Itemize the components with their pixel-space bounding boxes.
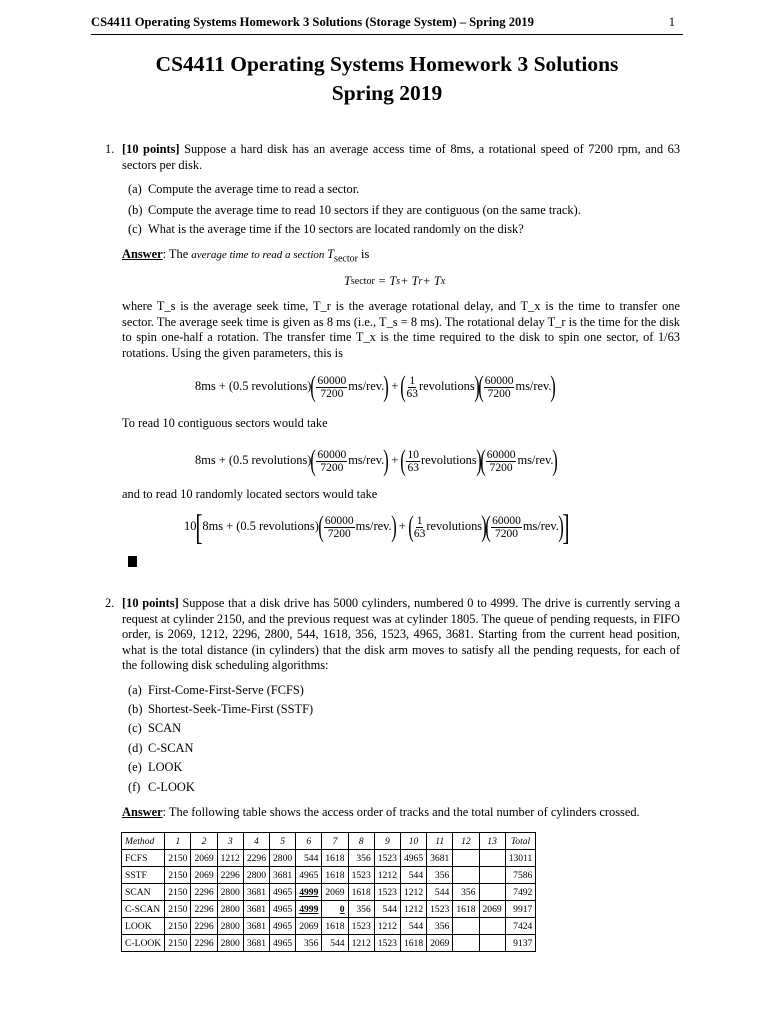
eq2-frac-num: 10 xyxy=(407,448,419,461)
formula-lhs-sub: sector xyxy=(350,276,375,287)
table-cell xyxy=(479,867,505,884)
table-cell: 4965 xyxy=(400,850,426,867)
table-cell: 4965 xyxy=(270,901,296,918)
subquestion-q2 xyxy=(128,702,678,718)
column-header: 9 xyxy=(374,833,400,850)
table-cell: 4965 xyxy=(296,867,322,884)
q1-text: Suppose a hard disk has an average access time of 8ms, a rotational speed of 7200 rpm, and 63 sectors per disk. xyxy=(122,142,681,172)
method-cell: SSTF xyxy=(122,867,165,884)
column-header: 7 xyxy=(322,833,348,850)
table-cell: 356 xyxy=(427,918,453,935)
table-cell: 2150 xyxy=(165,884,191,901)
q2-statement xyxy=(122,596,680,674)
table-cell: 2150 xyxy=(165,901,191,918)
table-cell: 2150 xyxy=(165,867,191,884)
eq1-frac-den: 63 xyxy=(406,387,418,400)
table-cell: 356 xyxy=(427,867,453,884)
total-cell: 9917 xyxy=(505,901,536,918)
eq3-den2: 7200 xyxy=(494,527,518,540)
eq1-den: 7200 xyxy=(320,387,344,400)
table-cell: 4999 xyxy=(296,884,322,901)
table-cell xyxy=(479,918,505,935)
eq1-plus: + xyxy=(391,379,399,394)
subquestion-q2 xyxy=(128,683,678,699)
eq3-frac-den: 63 xyxy=(413,527,426,540)
subquestion-q2 xyxy=(128,741,678,757)
table-cell: 1212 xyxy=(217,850,243,867)
table-cell: 2150 xyxy=(165,850,191,867)
formula-plus1: + T xyxy=(400,274,419,288)
table-row xyxy=(122,867,536,884)
table-cell: 2069 xyxy=(191,867,217,884)
table-cell: 2800 xyxy=(217,884,243,901)
formula-lhs: T xyxy=(344,274,351,288)
table-cell: 2296 xyxy=(191,884,217,901)
subquestion-text: LOOK xyxy=(148,760,183,774)
running-header xyxy=(91,15,681,31)
page-title: CS4411 Operating Systems Homework 3 Solutions xyxy=(155,52,619,76)
table-cell: 1212 xyxy=(400,901,426,918)
formula-tr: r xyxy=(418,276,423,287)
total-cell: 13011 xyxy=(505,850,536,867)
eq1-num: 60000 xyxy=(317,374,347,387)
eq1-frac-num: 1 xyxy=(409,374,416,387)
table-cell: 1523 xyxy=(348,867,374,884)
table-cell: 1523 xyxy=(374,850,400,867)
q2-answer xyxy=(122,805,680,821)
q1-answer-end: is xyxy=(357,247,370,261)
table-cell: 544 xyxy=(400,867,426,884)
equation-single-sector: 8ms + (0.5 revolutions) ( $\frac{60000}{7200}$ ms/rev. ) + ( $\frac{1}{63}$ revolutions ) ( $\frac{60000}{7200}$ ms/rev. ) xyxy=(195,370,557,403)
page-number: 1 xyxy=(668,15,675,29)
table-cell: 3681 xyxy=(427,850,453,867)
eq2-rev: revolutions xyxy=(420,453,477,468)
q1-answer-plain: : The xyxy=(162,247,192,261)
column-header: 12 xyxy=(453,833,479,850)
eq2-frac-den: 63 xyxy=(407,461,419,474)
q1-number: 1. xyxy=(105,142,115,156)
subquestion-text: First-Come-First-Serve (FCFS) xyxy=(148,683,304,697)
formula-plus2: + T xyxy=(422,274,441,288)
eq2-num2: 60000 xyxy=(486,448,516,461)
table-row xyxy=(122,918,536,935)
subquestion-label: (a) xyxy=(128,182,142,196)
table-cell: 2069 xyxy=(427,935,453,952)
qed-mark xyxy=(128,556,137,567)
table-cell: 1618 xyxy=(322,850,348,867)
table-cell: 4965 xyxy=(270,935,296,952)
table-cell: 1618 xyxy=(453,901,479,918)
running-title: CS4411 Operating Systems Homework 3 Solutions (Storage System) – Spring 2019 xyxy=(91,15,534,29)
column-header: 5 xyxy=(270,833,296,850)
eq2-unit2: ms/rev. xyxy=(517,453,554,468)
eq2-seek: 8ms + (0.5 revolutions) xyxy=(195,453,312,468)
q1-paragraph-1: where T_s is the average seek time, T_r is the average rotational delay, and T_x is the time to transfer one sector. The average seek time is given as 8 ms (i.e., T_s = 8 ms). The rotational delay T_r is the time for the disk to spin one-half a rotation. The transfer time T_x is the time required to the disk to spin one sector, of 1/63 rotations. Using the given parameters, this is xyxy=(122,299,680,360)
table-cell: 2296 xyxy=(243,850,269,867)
table-cell: 1212 xyxy=(374,918,400,935)
table-cell xyxy=(479,850,505,867)
column-header: 2 xyxy=(191,833,217,850)
q2-answer-text: : The following table shows the access order of tracks and the total number of cylinders crossed. xyxy=(162,805,640,819)
total-cell: 7492 xyxy=(505,884,536,901)
table-row xyxy=(122,884,536,901)
table-cell: 2800 xyxy=(217,901,243,918)
eq3-multiplier: 10 xyxy=(184,519,197,534)
table-cell: 1212 xyxy=(400,884,426,901)
table-cell: 1618 xyxy=(322,918,348,935)
table-cell: 3681 xyxy=(243,901,269,918)
column-header: 1 xyxy=(165,833,191,850)
method-cell: SCAN xyxy=(122,884,165,901)
subquestion-q2 xyxy=(128,721,678,737)
table-cell: 2296 xyxy=(191,918,217,935)
subquestion-text: Compute the average time to read a sector. xyxy=(148,182,360,196)
total-cell: 7586 xyxy=(505,867,536,884)
table-row xyxy=(122,901,536,918)
column-header: 11 xyxy=(427,833,453,850)
method-cell: C-LOOK xyxy=(122,935,165,952)
subquestion-label: (b) xyxy=(128,702,143,716)
table-cell: 356 xyxy=(296,935,322,952)
eq1-seek: 8ms + (0.5 revolutions) xyxy=(195,379,312,394)
table-cell xyxy=(479,935,505,952)
table-cell: 0 xyxy=(322,901,348,918)
column-header: 10 xyxy=(400,833,426,850)
q1-points: [10 points] xyxy=(122,142,180,156)
table-cell: 544 xyxy=(296,850,322,867)
subquestion-q1 xyxy=(128,203,678,219)
table-row xyxy=(122,935,536,952)
subquestion-label: (d) xyxy=(128,741,143,755)
eq3-rev: revolutions xyxy=(426,519,483,534)
table-cell: 2800 xyxy=(270,850,296,867)
table-cell: 2296 xyxy=(217,867,243,884)
subquestion-q2 xyxy=(128,780,678,796)
table-cell xyxy=(453,850,479,867)
table-cell: 4965 xyxy=(270,884,296,901)
column-header: 6 xyxy=(296,833,322,850)
eq3-frac-num: 1 xyxy=(416,514,423,527)
table-cell: 2150 xyxy=(165,935,191,952)
table-cell: 1618 xyxy=(348,884,374,901)
schedule-table xyxy=(121,832,536,952)
total-cell: 9137 xyxy=(505,935,536,952)
table-cell xyxy=(453,918,479,935)
header-rule xyxy=(91,34,683,35)
q1-answer-label: Answer xyxy=(122,247,163,261)
subquestion-text: Compute the average time to read 10 sectors if they are contiguous (on the same track). xyxy=(148,203,581,217)
q1-paragraph-3: and to read 10 randomly located sectors would take xyxy=(122,487,378,501)
page-subtitle: Spring 2019 xyxy=(331,81,443,105)
table-cell: 356 xyxy=(453,884,479,901)
eq3-den: 7200 xyxy=(327,527,351,540)
table-cell: 1523 xyxy=(427,901,453,918)
column-header: 4 xyxy=(243,833,269,850)
eq3-num: 60000 xyxy=(324,514,354,527)
table-cell: 544 xyxy=(427,884,453,901)
formula-tx: x xyxy=(440,276,446,287)
eq2-den: 7200 xyxy=(320,461,344,474)
table-cell: 2296 xyxy=(191,901,217,918)
table-row xyxy=(122,850,536,867)
q1-answer-var: T xyxy=(327,247,335,261)
q1-statement xyxy=(122,142,680,173)
equation-contiguous: 8ms + (0.5 revolutions) ( $\frac{60000}{7200}$ ms/rev. ) + ( $\frac{10}{63}$ revolutions ) ( $\frac{60000}{7200}$ ms/rev. ) xyxy=(195,444,559,477)
method-cell: FCFS xyxy=(122,850,165,867)
q2-number: 2. xyxy=(105,596,115,610)
column-header: 3 xyxy=(217,833,243,850)
table-cell: 1618 xyxy=(400,935,426,952)
column-header: Total xyxy=(505,833,536,850)
q1-formula xyxy=(344,274,445,290)
formula-rhs: = T xyxy=(377,274,397,288)
table-cell: 4999 xyxy=(296,901,322,918)
table-cell: 544 xyxy=(374,901,400,918)
q1-answer-italic: average time to read a section xyxy=(191,249,328,261)
column-header: 8 xyxy=(348,833,374,850)
table-cell: 1523 xyxy=(374,884,400,901)
table-cell: 1212 xyxy=(374,867,400,884)
q2-text: Suppose that a disk drive has 5000 cylinders, numbered 0 to 4999. The drive is currently serving a request at cylinder 2150, and the previous request was at cylinder 1805. The queue of pending requests, in FIFO order, is 2069, 1212, 2296, 2800, 544, 1618, 356, 1523, 4965, 3681. Starting from the current head position, what is the total distance (in cylinders) that the disk arm moves to satisfy all the pending requests, for each of the following disk scheduling algorithms: xyxy=(122,596,681,672)
eq1-num2: 60000 xyxy=(484,374,514,387)
table-cell: 3681 xyxy=(270,867,296,884)
eq1-unit2: ms/rev. xyxy=(515,379,552,394)
table-cell: 2069 xyxy=(191,850,217,867)
table-cell: 3681 xyxy=(243,918,269,935)
table-cell: 2150 xyxy=(165,918,191,935)
table-cell: 1523 xyxy=(374,935,400,952)
eq1-unit: ms/rev. xyxy=(348,379,385,394)
table-cell: 2800 xyxy=(217,918,243,935)
method-cell: C-SCAN xyxy=(122,901,165,918)
table-cell xyxy=(479,884,505,901)
table-cell: 544 xyxy=(400,918,426,935)
q1-answer-sub: sector xyxy=(334,253,358,265)
table-cell: 2069 xyxy=(322,884,348,901)
subquestion-label: (c) xyxy=(128,721,142,735)
eq3-num2: 60000 xyxy=(492,514,521,527)
eq3-unit: ms/rev. xyxy=(355,519,392,534)
eq1-den2: 7200 xyxy=(487,387,511,400)
table-body xyxy=(122,850,536,952)
eq2-num: 60000 xyxy=(317,448,347,461)
subquestion-text: C-LOOK xyxy=(148,780,195,794)
table-cell: 2069 xyxy=(296,918,322,935)
subquestion-label: (b) xyxy=(128,203,143,217)
subquestion-label: (e) xyxy=(128,760,142,774)
table-cell: 356 xyxy=(348,850,374,867)
q1-paragraph-2: To read 10 contiguous sectors would take xyxy=(122,416,328,430)
q2-answer-label: Answer xyxy=(122,805,163,819)
subquestion-label: (f) xyxy=(128,780,141,794)
formula-ts: s xyxy=(396,276,401,287)
table-cell: 2800 xyxy=(243,867,269,884)
subquestion-text: Shortest-Seek-Time-First (SSTF) xyxy=(148,702,314,716)
table-cell: 1212 xyxy=(348,935,374,952)
subquestion-text: What is the average time if the 10 sectors are located randomly on the disk? xyxy=(148,222,524,236)
subquestion-label: (a) xyxy=(128,683,142,697)
eq2-plus: + xyxy=(391,453,399,468)
subquestion-text: SCAN xyxy=(148,721,182,735)
table-cell: 544 xyxy=(322,935,348,952)
subquestion-q1 xyxy=(128,222,678,238)
q2-points: [10 points] xyxy=(122,596,179,610)
table-cell: 4965 xyxy=(270,918,296,935)
table-header-row xyxy=(122,833,536,850)
table-cell: 2069 xyxy=(479,901,505,918)
table-cell: 1618 xyxy=(322,867,348,884)
eq1-rev: revolutions xyxy=(418,379,475,394)
table-cell xyxy=(453,935,479,952)
total-cell: 7424 xyxy=(505,918,536,935)
column-header: 13 xyxy=(479,833,505,850)
subquestion-text: C-SCAN xyxy=(148,741,194,755)
column-header: Method xyxy=(122,833,165,850)
table-cell xyxy=(453,867,479,884)
table-cell: 356 xyxy=(348,901,374,918)
q1-answer-intro xyxy=(122,247,680,267)
eq3-seek: 8ms + (0.5 revolutions) xyxy=(202,519,319,534)
eq3-unit2: ms/rev. xyxy=(522,519,559,534)
table-cell: 2296 xyxy=(191,935,217,952)
table-cell: 3681 xyxy=(243,884,269,901)
table-cell: 3681 xyxy=(243,935,269,952)
table-cell: 1523 xyxy=(348,918,374,935)
subquestion-label: (c) xyxy=(128,222,142,236)
subquestion-q1 xyxy=(128,182,678,198)
eq2-den2: 7200 xyxy=(489,461,513,474)
equation-random: 10 [ 8ms + (0.5 revolutions) ( $\frac{60000}{7200}$ ms/rev. ) + ( $\frac{1}{63}$ revolutions ) ( $\frac{60000}{7200}$ ms/rev. ) ] xyxy=(184,507,570,547)
eq3-plus: + xyxy=(398,519,406,534)
method-cell: LOOK xyxy=(122,918,165,935)
subquestion-q2 xyxy=(128,760,678,776)
eq2-unit: ms/rev. xyxy=(348,453,385,468)
table-cell: 2800 xyxy=(217,935,243,952)
